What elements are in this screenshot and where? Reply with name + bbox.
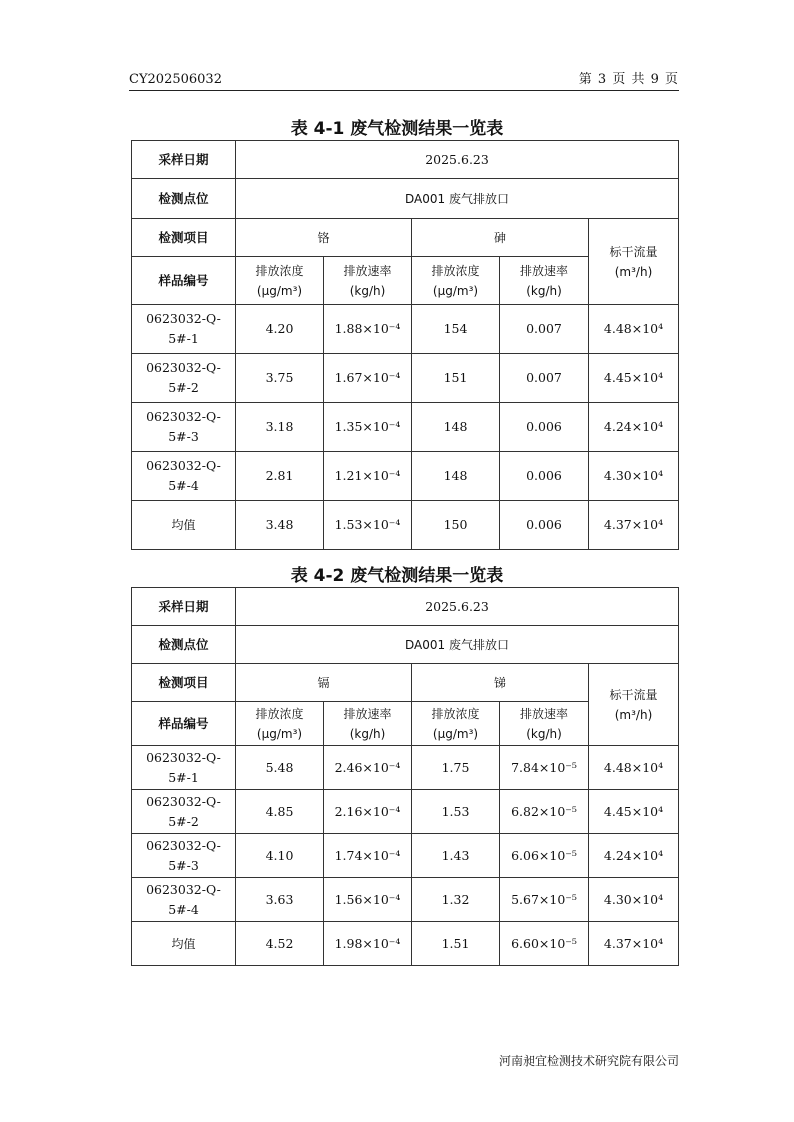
flow-value: 4.48×10⁴ (589, 305, 679, 354)
item-2-name: 锑 (412, 664, 589, 702)
rate-value: 0.006 (500, 403, 589, 452)
rate-header-1 (324, 702, 412, 746)
date-value: 2025.6.23 (236, 141, 679, 179)
flow-value: 4.37×10⁴ (589, 922, 679, 966)
company-footer: 河南昶宜检测技术研究院有限公司 (498, 1054, 679, 1068)
mean-row (132, 922, 679, 966)
rate-value: 0.006 (500, 501, 589, 550)
flow-header (589, 219, 679, 305)
table-row (132, 403, 679, 452)
conc-value: 151 (412, 354, 500, 403)
flow-value: 4.45×10⁴ (589, 354, 679, 403)
sample-id: 0623032-Q- 5#-1 (132, 746, 236, 790)
sample-id: 0623032-Q- 5#-3 (132, 834, 236, 878)
conc-label: 排放浓度 (431, 706, 480, 721)
conc-value: 4.52 (236, 922, 324, 966)
conc-header-1 (236, 702, 324, 746)
date-row (132, 141, 679, 179)
flow-unit: (m³/h) (614, 264, 653, 279)
conc-value: 1.32 (412, 878, 500, 922)
mean-label: 均值 (132, 922, 236, 966)
conc-value: 1.53 (412, 790, 500, 834)
rate-unit: (kg/h) (349, 283, 386, 298)
rate-header-2 (500, 257, 589, 305)
conc-value: 4.85 (236, 790, 324, 834)
flow-value: 4.30×10⁴ (589, 878, 679, 922)
sample-id: 0623032-Q- 5#-3 (132, 403, 236, 452)
table-row (132, 305, 679, 354)
conc-value: 3.75 (236, 354, 324, 403)
conc-unit: (μg/m³) (256, 726, 303, 741)
rate-value: 1.74×10⁻⁴ (324, 834, 412, 878)
rate-value: 6.82×10⁻⁵ (500, 790, 589, 834)
item-label: 检测项目 (132, 219, 236, 257)
table-row (132, 746, 679, 790)
rate-value: 1.98×10⁻⁴ (324, 922, 412, 966)
item-label: 检测项目 (132, 664, 236, 702)
flow-value: 4.48×10⁴ (589, 746, 679, 790)
conc-value: 4.20 (236, 305, 324, 354)
rate-value: 7.84×10⁻⁵ (500, 746, 589, 790)
sample-label: 样品编号 (132, 702, 236, 746)
table-4-1 (131, 140, 679, 550)
point-value: DA001 废气排放口 (236, 179, 679, 219)
conc-value: 4.10 (236, 834, 324, 878)
table-row (132, 834, 679, 878)
table-4-2-title: 表 4-2 废气检测结果一览表 (290, 566, 504, 586)
rate-unit: (kg/h) (349, 726, 386, 741)
item-2-name: 砷 (412, 219, 589, 257)
conc-value: 3.18 (236, 403, 324, 452)
rate-value: 1.56×10⁻⁴ (324, 878, 412, 922)
conc-value: 1.75 (412, 746, 500, 790)
rate-label: 排放速率 (519, 706, 568, 721)
conc-value: 150 (412, 501, 500, 550)
date-label: 采样日期 (132, 141, 236, 179)
sample-id: 0623032-Q- 5#-2 (132, 790, 236, 834)
rate-unit: (kg/h) (526, 283, 562, 298)
conc-label: 排放浓度 (255, 706, 304, 721)
conc-unit: (μg/m³) (432, 726, 479, 741)
rate-value: 0.007 (500, 354, 589, 403)
item-row (132, 219, 679, 257)
point-row (132, 626, 679, 664)
item-1-name: 铬 (236, 219, 412, 257)
conc-header-1 (236, 257, 324, 305)
flow-value: 4.37×10⁴ (589, 501, 679, 550)
rate-value: 1.88×10⁻⁴ (324, 305, 412, 354)
rate-value: 0.007 (500, 305, 589, 354)
rate-label: 排放速率 (343, 706, 392, 721)
conc-label: 排放浓度 (431, 263, 480, 278)
sample-id: 0623032-Q- 5#-1 (132, 305, 236, 354)
date-label: 采样日期 (132, 588, 236, 626)
table-row (132, 790, 679, 834)
rate-value: 6.06×10⁻⁵ (500, 834, 589, 878)
sample-id: 0623032-Q- 5#-4 (132, 452, 236, 501)
page-number: 第 3 页 共 9 页 (578, 72, 679, 87)
mean-row (132, 501, 679, 550)
flow-unit: (m³/h) (614, 707, 653, 722)
conc-value: 148 (412, 452, 500, 501)
rate-value: 2.46×10⁻⁴ (324, 746, 412, 790)
conc-value: 1.51 (412, 922, 500, 966)
flow-value: 4.24×10⁴ (589, 403, 679, 452)
flow-header (589, 664, 679, 746)
rate-header-2 (500, 702, 589, 746)
point-value: DA001 废气排放口 (236, 626, 679, 664)
conc-value: 154 (412, 305, 500, 354)
sample-id: 0623032-Q- 5#-2 (132, 354, 236, 403)
rate-value: 2.16×10⁻⁴ (324, 790, 412, 834)
conc-value: 5.48 (236, 746, 324, 790)
flow-value: 4.24×10⁴ (589, 834, 679, 878)
conc-value: 3.48 (236, 501, 324, 550)
rate-label: 排放速率 (343, 263, 392, 278)
rate-header-1 (324, 257, 412, 305)
sample-id: 0623032-Q- 5#-4 (132, 878, 236, 922)
page-header (129, 68, 679, 91)
table-4-2 (131, 587, 679, 966)
flow-value: 4.45×10⁴ (589, 790, 679, 834)
conc-label: 排放浓度 (255, 263, 304, 278)
rate-value: 5.67×10⁻⁵ (500, 878, 589, 922)
rate-unit: (kg/h) (526, 726, 562, 741)
sample-label: 样品编号 (132, 257, 236, 305)
point-row (132, 179, 679, 219)
conc-header-2 (412, 257, 500, 305)
document-number: CY202506032 (129, 72, 222, 87)
table-row (132, 354, 679, 403)
flow-label: 标干流量 (609, 687, 658, 702)
rate-value: 1.53×10⁻⁴ (324, 501, 412, 550)
rate-label: 排放速率 (519, 263, 568, 278)
rate-value: 1.67×10⁻⁴ (324, 354, 412, 403)
mean-label: 均值 (132, 501, 236, 550)
conc-value: 2.81 (236, 452, 324, 501)
flow-value: 4.30×10⁴ (589, 452, 679, 501)
conc-value: 3.63 (236, 878, 324, 922)
point-label: 检测点位 (132, 626, 236, 664)
date-value: 2025.6.23 (236, 588, 679, 626)
item-1-name: 镉 (236, 664, 412, 702)
conc-unit: (μg/m³) (432, 283, 479, 298)
item-row (132, 664, 679, 702)
conc-value: 148 (412, 403, 500, 452)
date-row (132, 588, 679, 626)
table-row (132, 452, 679, 501)
rate-value: 6.60×10⁻⁵ (500, 922, 589, 966)
conc-value: 1.43 (412, 834, 500, 878)
rate-value: 0.006 (500, 452, 589, 501)
conc-unit: (μg/m³) (256, 283, 303, 298)
flow-label: 标干流量 (609, 244, 658, 259)
conc-header-2 (412, 702, 500, 746)
table-row (132, 878, 679, 922)
rate-value: 1.21×10⁻⁴ (324, 452, 412, 501)
table-4-1-title: 表 4-1 废气检测结果一览表 (290, 119, 504, 139)
point-label: 检测点位 (132, 179, 236, 219)
rate-value: 1.35×10⁻⁴ (324, 403, 412, 452)
